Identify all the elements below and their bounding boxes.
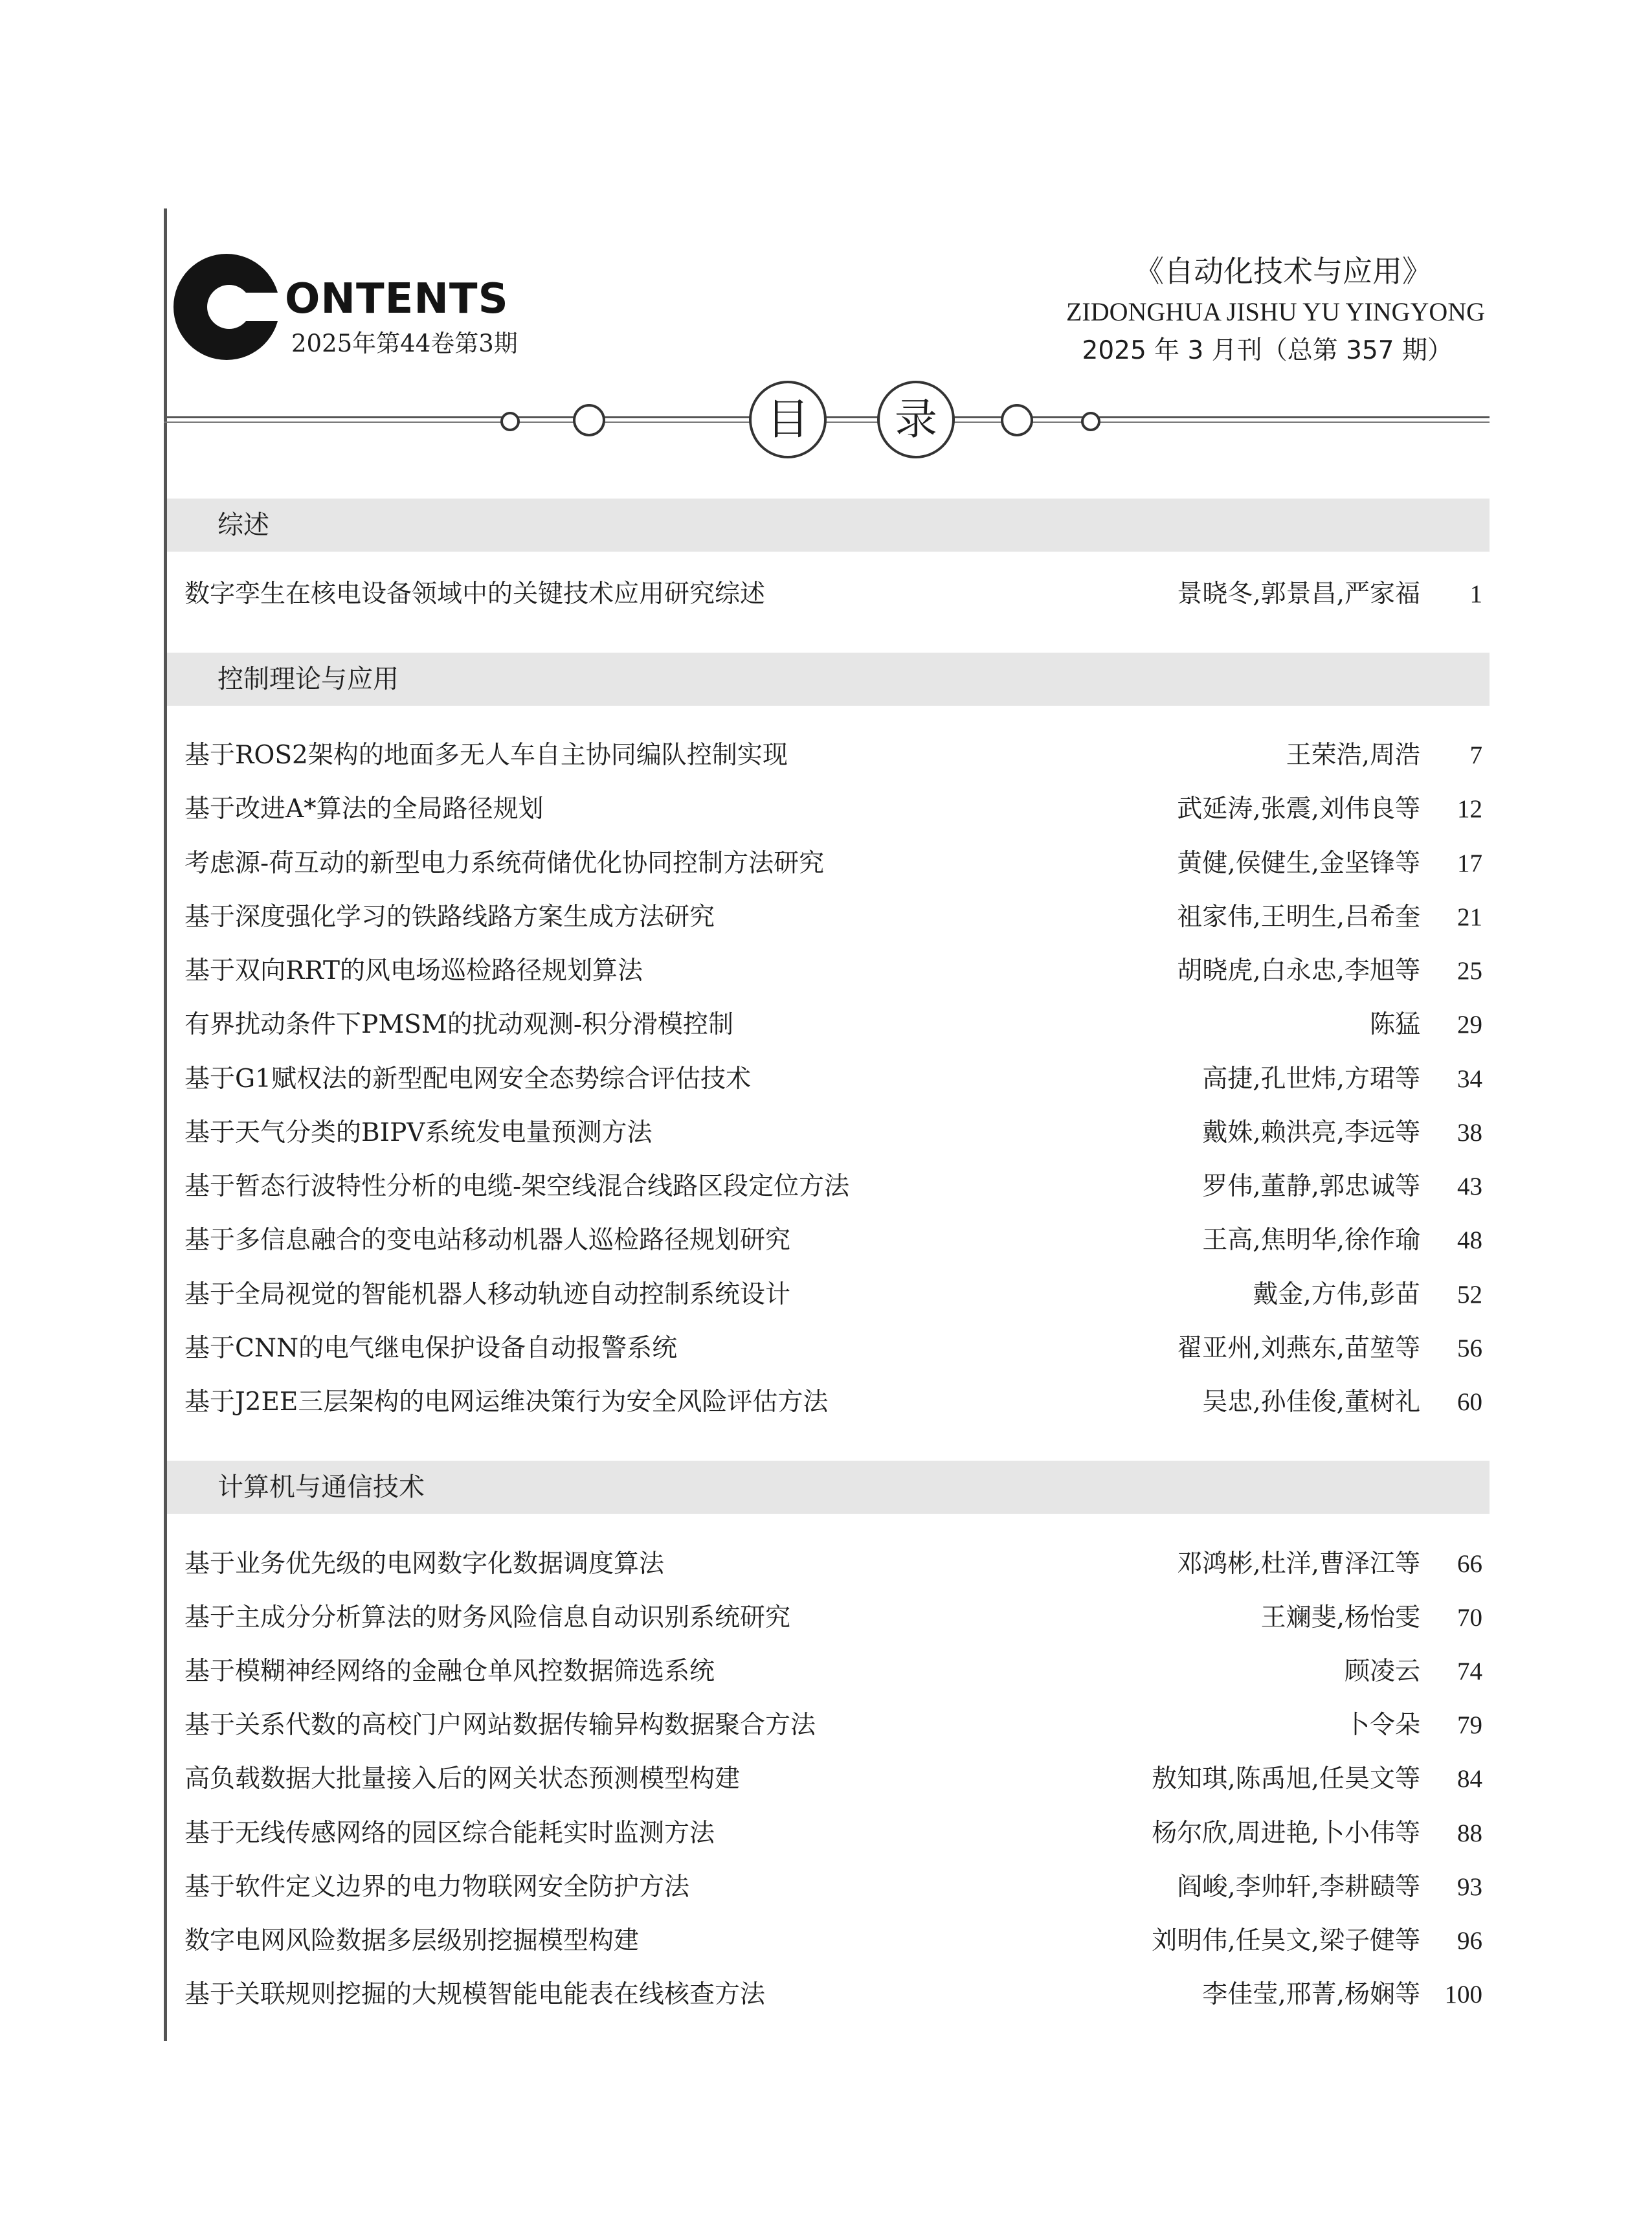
article-authors: 杨尔欣,周进艳,卜小伟等 (1152, 1819, 1420, 1848)
toc-entry[interactable] (184, 1811, 1482, 1856)
article-authors: 刘明伟,任昊文,梁子健等 (1152, 1926, 1420, 1955)
small-ring-ornament (1081, 412, 1100, 431)
toc-entry[interactable] (184, 949, 1482, 994)
medium-ring-ornament (1001, 404, 1033, 436)
page-number: 38 (1457, 1119, 1482, 1147)
article-authors: 罗伟,董静,郭忠诚等 (1202, 1172, 1420, 1201)
toc-entry[interactable] (184, 1972, 1482, 2018)
article-title: 基于关联规则挖掘的大规模智能电能表在线核查方法 (184, 1980, 766, 2009)
article-title: 基于主成分分析算法的财务风险信息自动识别系统研究 (184, 1603, 791, 1632)
article-authors: 陈猛 (1369, 1010, 1420, 1039)
article-authors: 王荣浩,周浩 (1286, 741, 1420, 770)
article-authors: 祖家伟,王明生,吕希奎 (1177, 903, 1420, 932)
section-header-control (167, 653, 1490, 706)
page-number: 84 (1457, 1765, 1482, 1793)
toc-entry[interactable] (184, 1057, 1482, 1102)
page-number: 17 (1457, 849, 1482, 877)
page-number: 96 (1457, 1927, 1482, 1955)
article-title: 数字电网风险数据多层级别挖掘模型构建 (184, 1926, 640, 1955)
page-number: 21 (1457, 903, 1482, 931)
toc-entry[interactable] (184, 1380, 1482, 1425)
toc-entry[interactable] (184, 1595, 1482, 1641)
small-ring-ornament (500, 412, 520, 431)
article-title: 基于天气分类的BIPV系统发电量预测方法 (184, 1118, 653, 1147)
page-number: 34 (1457, 1065, 1482, 1093)
article-title: 基于深度强化学习的铁路线路方案生成方法研究 (184, 903, 715, 932)
page-number: 43 (1457, 1173, 1482, 1200)
article-authors: 吴忠,孙佳俊,董树礼 (1202, 1388, 1420, 1417)
article-title: 基于G1赋权法的新型配电网安全态势综合评估技术 (184, 1064, 751, 1094)
article-authors: 翟亚州,刘燕东,苗堃等 (1177, 1334, 1420, 1363)
article-authors: 景晓冬,郭景昌,严家福 (1177, 579, 1420, 609)
article-authors: 王高,焦明华,徐作瑜 (1202, 1226, 1420, 1255)
toc-entry[interactable] (184, 895, 1482, 940)
journal-issue-info: 2025 年 3 月刊（总第 357 期） (1082, 336, 1453, 365)
article-authors: 胡晓虎,白永忠,李旭等 (1177, 956, 1420, 985)
toc-entry[interactable] (184, 1649, 1482, 1694)
section-heading: 计算机与通信技术 (218, 1472, 425, 1502)
toc-entry[interactable] (184, 1326, 1482, 1371)
article-title: 基于ROS2架构的地面多无人车自主协同编队控制实现 (184, 741, 788, 770)
page-number: 1 (1469, 580, 1482, 608)
article-title: 基于模糊神经网络的金融仓单风控数据筛选系统 (184, 1657, 715, 1686)
article-authors: 戴姝,赖洪亮,李远等 (1202, 1118, 1420, 1147)
toc-entry[interactable] (184, 572, 1482, 617)
article-authors: 王斓斐,杨怡雯 (1260, 1603, 1420, 1632)
volume-issue-line: 2025年第44卷第3期 (291, 330, 518, 357)
page-number: 60 (1457, 1388, 1482, 1416)
article-authors: 李佳莹,邢菁,杨娴等 (1202, 1980, 1420, 2009)
toc-entry[interactable] (184, 1002, 1482, 1048)
left-vertical-rule (164, 208, 167, 2041)
article-title: 基于改进A*算法的全局路径规划 (184, 794, 544, 824)
toc-entry[interactable] (184, 1272, 1482, 1318)
page-number: 88 (1457, 1819, 1482, 1847)
article-title: 基于无线传感网络的园区综合能耗实时监测方法 (184, 1819, 715, 1848)
page-number: 52 (1457, 1281, 1482, 1309)
section-heading: 控制理论与应用 (218, 664, 399, 694)
article-title: 考虑源-荷互动的新型电力系统荷储优化协同控制方法研究 (184, 849, 825, 878)
article-title: 基于业务优先级的电网数字化数据调度算法 (184, 1549, 665, 1579)
journal-pinyin-title: ZIDONGHUA JISHU YU YINGYONG (1066, 297, 1485, 326)
medium-ring-ornament (573, 404, 605, 436)
article-title: 基于软件定义边界的电力物联网安全防护方法 (184, 1872, 690, 1902)
page-number: 79 (1457, 1711, 1482, 1739)
article-title: 基于CNN的电气继电保护设备自动报警系统 (184, 1334, 678, 1363)
section-header-computing (167, 1461, 1490, 1514)
page-number: 56 (1457, 1334, 1482, 1362)
article-authors: 戴金,方伟,彭苗 (1253, 1280, 1420, 1309)
article-title: 基于暂态行波特性分析的电缆-架空线混合线路区段定位方法 (184, 1172, 850, 1201)
page-number: 100 (1444, 1981, 1482, 2008)
article-authors: 邓鸿彬,杜洋,曹泽江等 (1177, 1549, 1420, 1579)
article-title: 基于多信息融合的变电站移动机器人巡检路径规划研究 (184, 1226, 791, 1255)
article-authors: 武延涛,张震,刘伟良等 (1177, 794, 1420, 824)
lu-character-circle: 录 (877, 381, 955, 458)
page-number: 74 (1457, 1658, 1482, 1685)
toc-entry[interactable] (184, 1218, 1482, 1263)
page-number: 70 (1457, 1604, 1482, 1632)
page-number: 7 (1469, 741, 1482, 769)
article-title: 基于全局视觉的智能机器人移动轨迹自动控制系统设计 (184, 1280, 791, 1309)
article-title: 基于J2EE三层架构的电网运维决策行为安全风险评估方法 (184, 1388, 829, 1417)
article-title: 基于关系代数的高校门户网站数据传输异构数据聚合方法 (184, 1711, 816, 1740)
article-authors: 高捷,孔世炜,方珺等 (1202, 1064, 1420, 1094)
page-number: 48 (1457, 1226, 1482, 1254)
toc-entry[interactable] (184, 1542, 1482, 1587)
journal-title: 《自动化技术与应用》 (1134, 254, 1432, 289)
article-authors: 黄健,侯健生,金坚锋等 (1177, 849, 1420, 878)
article-authors: 敖知琪,陈禹旭,任昊文等 (1152, 1764, 1420, 1793)
toc-entry[interactable] (184, 787, 1482, 832)
page-number: 66 (1457, 1550, 1482, 1578)
section-header-review (167, 499, 1490, 552)
toc-entry[interactable] (184, 1164, 1482, 1209)
article-authors: 顾凌云 (1344, 1657, 1420, 1686)
toc-entry[interactable] (184, 1703, 1482, 1748)
contents-logo-c (173, 254, 280, 360)
toc-entry[interactable] (184, 1865, 1482, 1910)
toc-entry[interactable] (184, 1918, 1482, 1964)
section-heading: 综述 (218, 510, 269, 540)
page-number: 25 (1457, 957, 1482, 985)
contents-heading: ONTENTS (285, 275, 509, 323)
page-number: 12 (1457, 795, 1482, 823)
article-title: 数字孪生在核电设备领域中的关键技术应用研究综述 (184, 579, 766, 609)
page-number: 93 (1457, 1873, 1482, 1901)
article-authors: 卜令朵 (1344, 1711, 1420, 1740)
article-title: 有界扰动条件下PMSM的扰动观测-积分滑模控制 (184, 1010, 734, 1039)
toc-entry[interactable] (184, 841, 1482, 886)
divider-line-thin (164, 422, 1490, 423)
article-authors: 阎峻,李帅轩,李耕赜等 (1177, 1872, 1420, 1902)
mu-character-circle: 目 (749, 381, 827, 458)
article-title: 基于双向RRT的风电场巡检路径规划算法 (184, 956, 643, 985)
page-number: 29 (1457, 1011, 1482, 1039)
article-title: 高负载数据大批量接入后的网关状态预测模型构建 (184, 1764, 741, 1793)
toc-entry[interactable] (184, 733, 1482, 778)
toc-entry[interactable] (184, 1757, 1482, 1802)
divider-line (164, 416, 1490, 418)
toc-entry[interactable] (184, 1110, 1482, 1156)
contents-divider (164, 388, 1490, 453)
